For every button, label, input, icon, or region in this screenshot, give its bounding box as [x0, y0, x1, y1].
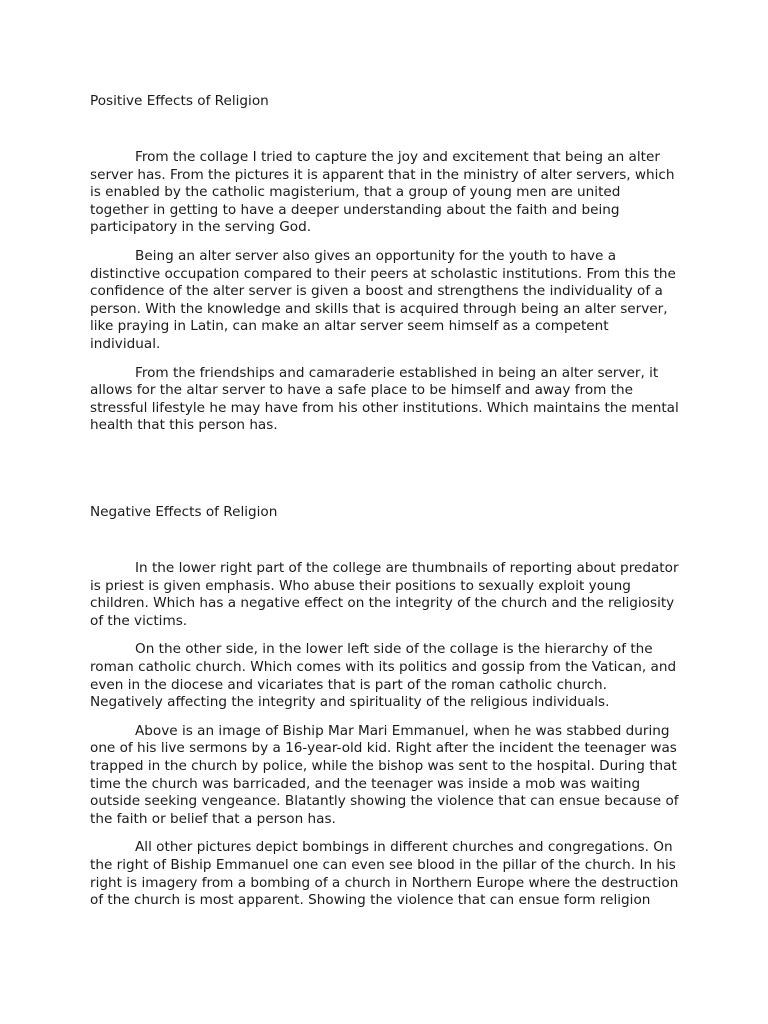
paragraph: All other pictures depict bombings in different churches and congregations. On the right of Biship Emmanuel one can even see blood in the pillar of the church. In his right is imagery from a bombing of a church in Northern Europe where the destruction of the church is most apparent. Showing the violence that can ensue form religion [90, 839, 679, 909]
paragraph: From the collage I tried to capture the joy and excitement that being an alter server has. From the pictures it is apparent that in the ministry of alter servers, which is enabled by the catholic magisterium, that a group of young men are united together in getting to have a deeper understanding about the faith and being participatory in the serving God. [90, 149, 675, 236]
positive-effects-heading: Positive Effects of Religion [90, 93, 269, 109]
paragraph: On the other side, in the lower left side of the collage is the hierarchy of the roman catholic church. Which comes with its politics and gossip from the Vatican, and even in the diocese and vicariates that is part of the roman catholic church. Negatively affecting the integrity and spirituality of the religious individuals. [90, 641, 677, 711]
negative-section-heading-container [90, 503, 680, 521]
positive-effects-body [90, 149, 680, 446]
paragraph: In the lower right part of the college are thumbnails of reporting about predator is priest is given emphasis. Who abuse their positions to sexually exploit young children. Which has a negative effect on the integrity of the church and the religiosity of the victims. [90, 560, 679, 629]
negative-effects-body [90, 560, 680, 921]
paragraph: Being an alter server also gives an opportunity for the youth to have a distinctive occupation compared to their peers at scholastic institutions. From this the confidence of the alter server is given a boost and strengthens the individuality of a person. With the knowledge and skills that is acquired through being an alter server, like praying in Latin, can make an altar server seem himself as a competent individual. [90, 247, 676, 352]
paragraph: Above is an image of Biship Mar Mari Emmanuel, when he was stabbed during one of his live sermons by a 16-year-old kid. Right after the incident the teenager was trapped in the church by police, while the bishop was sent to the hospital. During that time the church was barricaded, and the teenager was inside a mob was waiting outside seeking vengeance. Blatantly showing the violence that can ensue because of the faith or belief that a person has. [90, 722, 679, 827]
paragraph: From the friendships and camaraderie established in being an alter server, it allows for the altar server to have a safe place to be himself and away from the stressful lifestyle he may have from his other institutions. Which maintains the mental health that this person has. [90, 364, 679, 434]
negative-effects-heading: Negative Effects of Religion [90, 504, 278, 520]
positive-section-heading-container [90, 92, 680, 110]
